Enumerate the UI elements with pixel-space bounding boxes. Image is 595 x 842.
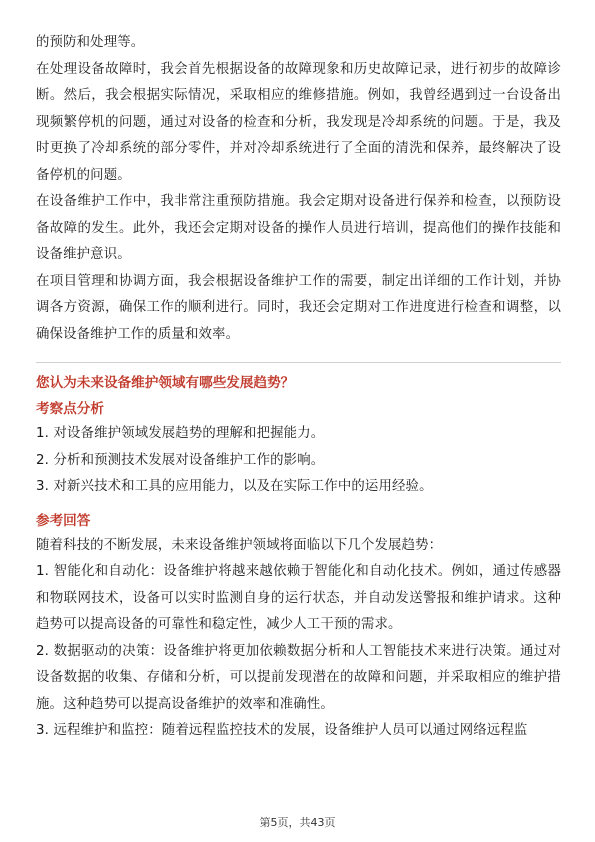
spacer bbox=[36, 501, 561, 509]
analysis-item: 3. 对新兴技术和工具的应用能力，以及在实际工作中的运用经验。 bbox=[36, 479, 433, 494]
page-content bbox=[36, 30, 561, 745]
analysis-item: 1. 对设备维护领域发展趋势的理解和把握能力。 bbox=[36, 426, 325, 441]
answer-paragraph: 2. 数据驱动的决策：设备维护将更加依赖数据分析和人工智能技术来进行决策。通过对设备数据的收集、存储和分析，可以提前发现潜在的故障和问题，并采取相应的维护措施。这种趋势可以提高设备维护的效率和准确性。 bbox=[36, 643, 561, 712]
page-number: 第5页，共43页 bbox=[259, 816, 336, 829]
paragraph: 的预防和处理等。 bbox=[36, 35, 145, 50]
section-divider bbox=[36, 362, 561, 363]
answer-paragraph: 3. 远程维护和监控：随着远程监控技术的发展，设备维护人员可以通过网络远程监 bbox=[36, 723, 528, 738]
analysis-title: 考察点分析 bbox=[36, 401, 104, 417]
analysis-item: 2. 分析和预测技术发展对设备维护工作的影响。 bbox=[36, 452, 325, 468]
answer-paragraph: 1. 智能化和自动化：设备维护将越来越依赖于智能化和自动化技术。例如，通过传感器和物联网技术，设备可以实时监测自身的运行状态，并自动发送警报和维护请求。这种趋势可以提高设备的可靠性和稳定性，减少人工干预的需求。 bbox=[36, 564, 561, 632]
paragraph: 在处理设备故障时，我会首先根据设备的故障现象和历史故障记录，进行初步的故障诊断。然后，我会根据实际情况，采取相应的维修措施。例如，我曾经遇到过一台设备出现频繁停机的问题，通过对设备的检查和分析，我发现是冷却系统的问题。于是，我及时更换了冷却系统的部分零件，并对冷却系统进行了全面的清洗和保养，最终解决了设备停机的问题。 bbox=[36, 61, 561, 183]
question-heading: 您认为未来设备维护领域有哪些发展趋势？ bbox=[36, 375, 295, 391]
paragraph: 在项目管理和协调方面，我会根据设备维护工作的需要，制定出详细的工作计划，并协调各方资源，确保工作的顺利进行。同时，我还会定期对工作进度进行检查和调整，以确保设备维护工作的质量和效率。 bbox=[36, 273, 561, 342]
answer-title: 参考回答 bbox=[36, 512, 91, 529]
paragraph: 在设备维护工作中，我非常注重预防措施。我会定期对设备进行保养和检查，以预防设备故障的发生。此外，我还会定期对设备的操作人员进行培训，提高他们的操作技能和设备维护意识。 bbox=[36, 194, 561, 262]
answer-paragraph: 随着科技的不断发展，未来设备维护领域将面临以下几个发展趋势： bbox=[36, 537, 443, 553]
